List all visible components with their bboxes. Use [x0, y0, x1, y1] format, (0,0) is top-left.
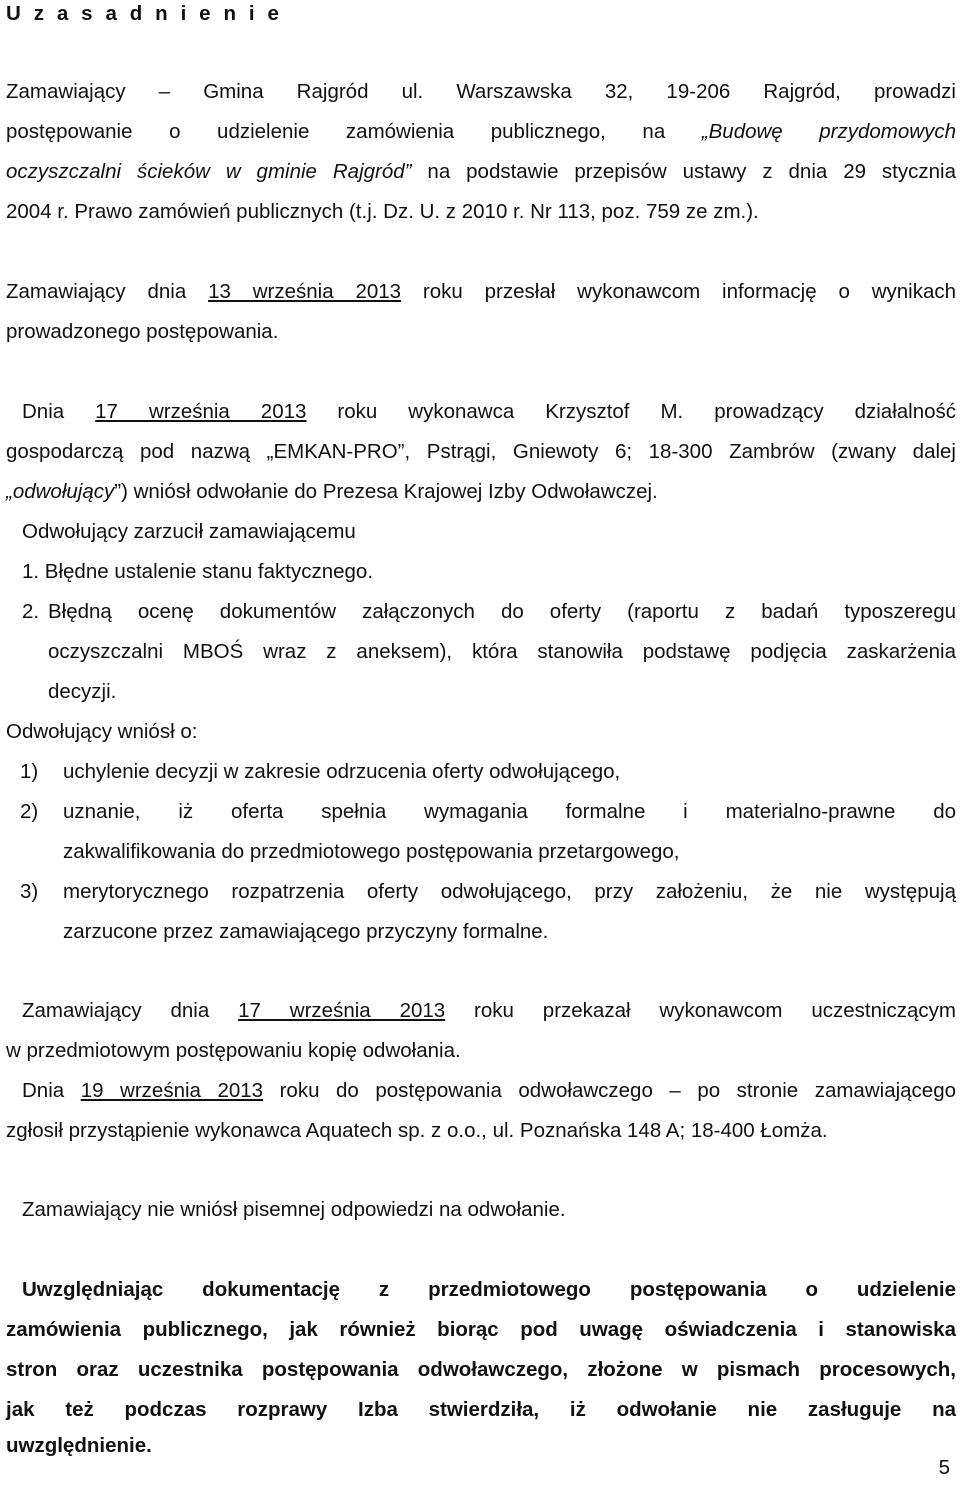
document-page — [6, 0, 956, 1488]
list-item-2-line-1: 2. Błędną ocenę dokumentów załączonych do oferty (raportu z badań typoszeregu — [22, 600, 956, 623]
paragraph-3-line-3: „odwołujący”) wniósł odwołanie do Prezesa Krajowej Izby Odwoławczej. — [6, 480, 658, 503]
paragraph-1-line-4: 2004 r. Prawo zamówień publicznych (t.j. Dz. U. z 2010 r. Nr 113, poz. 759 ze zm.). — [6, 200, 759, 223]
paragraph-1-line-2: postępowanie o udzielenie zamówienia publicznego, na „Budowę przydomowych — [6, 120, 956, 143]
paragraph-3-line-2: gospodarczą pod nazwą „EMKAN-PRO”, Pstrągi, Gniewoty 6; 18-300 Zambrów (zwany dalej — [6, 440, 956, 463]
list-item-1: 1. Błędne ustalenie stanu faktycznego. — [22, 560, 374, 583]
paragraph-3-line-1: Dnia 17 września 2013 roku wykonawca Krzysztof M. prowadzący działalność — [22, 400, 957, 423]
date-underlined: 19 września 2013 — [80, 1079, 264, 1102]
paragraph-3-line-4: Odwołujący zarzucił zamawiającemu — [22, 520, 356, 543]
paragraph-2-line-1: Zamawiający dnia 13 września 2013 roku przesłał wykonawcom informację o wynikach — [6, 280, 957, 303]
document-title: U z a s a d n i e n i e — [6, 2, 283, 25]
paragraph-5-line-2: w przedmiotowym postępowaniu kopię odwołania. — [6, 1039, 461, 1062]
paragraph-1-line-3: oczyszczalni ścieków w gminie Rajgród” na podstawie przepisów ustawy z dnia 29 stycznia — [6, 160, 956, 183]
list-item-2-line-3: decyzji. — [48, 680, 117, 703]
conclusion-line-4: jak też podczas rozprawy Izba stwierdziła, iż odwołanie nie zasługuje na — [6, 1398, 956, 1421]
date-underlined: 17 września 2013 — [95, 400, 307, 423]
paragraph-2-line-2: prowadzonego postępowania. — [6, 320, 279, 343]
date-underlined: 17 września 2013 — [238, 999, 446, 1022]
paragraph-6-line-2: zgłosił przystąpienie wykonawca Aquatech sp. z o.o., ul. Poznańska 148 A; 18-400 Łomża. — [6, 1119, 828, 1142]
requests-intro: Odwołujący wniósł o: — [6, 720, 198, 743]
date-underlined: 13 września 2013 — [208, 280, 402, 303]
request-1: 1) uchylenie decyzji w zakresie odrzucenia oferty odwołującego, — [20, 760, 621, 783]
page-number: 5 — [938, 1456, 950, 1479]
request-2-line-2: zakwalifikowania do przedmiotowego postępowania przetargowego, — [63, 840, 680, 863]
request-3-line-2: zarzucone przez zamawiającego przyczyny formalne. — [63, 920, 549, 943]
paragraph-6-line-1: Dnia 19 września 2013 roku do postępowania odwoławczego – po stronie zamawiającego — [22, 1079, 957, 1102]
list-item-2-line-2: oczyszczalni MBOŚ wraz z aneksem), która stanowiła podstawę podjęcia zaskarżenia — [48, 640, 956, 663]
paragraph-5-line-1: Zamawiający dnia 17 września 2013 roku przekazał wykonawcom uczestniczącym — [22, 999, 957, 1022]
conclusion-line-2: zamówienia publicznego, jak również biorąc pod uwagę oświadczenia i stanowiska — [6, 1318, 956, 1341]
conclusion-line-1: Uwzględniając dokumentację z przedmiotowego postępowania o udzielenie — [22, 1278, 956, 1301]
request-3-line-1: 3) merytorycznego rozpatrzenia oferty odwołującego, przy założeniu, że nie występują — [20, 880, 956, 903]
conclusion-line-3: stron oraz uczestnika postępowania odwoławczego, złożone w pismach procesowych, — [6, 1358, 956, 1381]
paragraph-1-line-1: Zamawiający – Gmina Rajgród ul. Warszawska 32, 19-206 Rajgród, prowadzi — [6, 80, 956, 103]
request-2-line-1: 2) uznanie, iż oferta spełnia wymagania formalne i materialno-prawne do — [20, 800, 956, 823]
conclusion-line-5: uwzględnienie. — [6, 1434, 152, 1457]
paragraph-7: Zamawiający nie wniósł pisemnej odpowiedzi na odwołanie. — [22, 1198, 566, 1221]
